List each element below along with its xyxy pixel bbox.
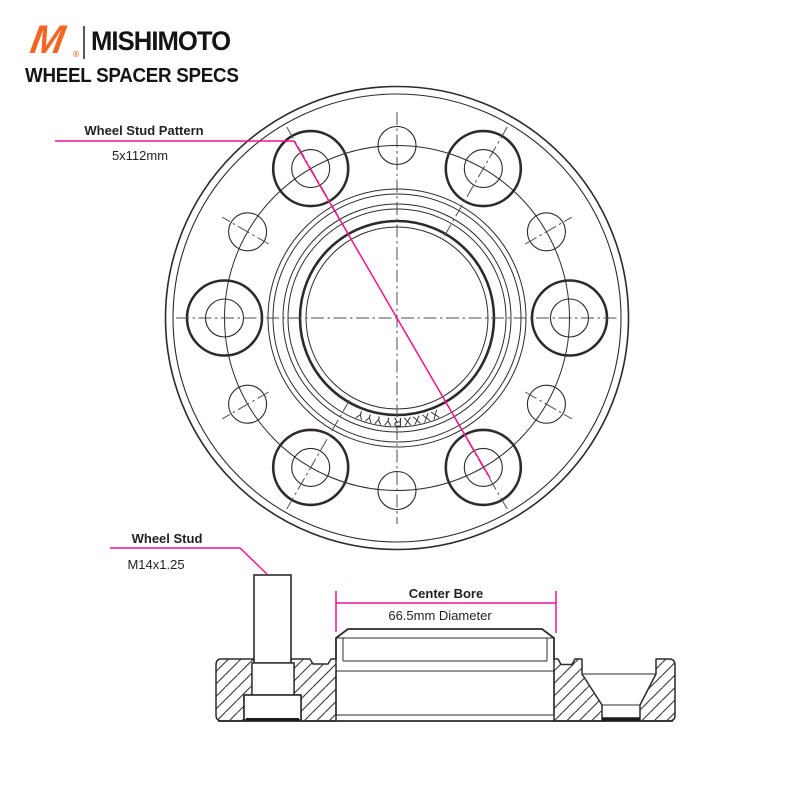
hub-lip xyxy=(336,629,554,715)
center-bore-label: Center Bore xyxy=(408,586,484,601)
registered-trademark: ® xyxy=(73,50,79,59)
wheel-stud-label: Wheel Stud xyxy=(131,531,203,546)
right-block xyxy=(640,659,675,721)
brand-name: MISHIMOTO xyxy=(91,26,231,56)
svg-text:XXXXRYYYY: XXXXRYYYY xyxy=(353,406,441,428)
stud-pattern-label: Wheel Stud Pattern xyxy=(84,123,204,138)
wheel-stud xyxy=(244,575,301,720)
right-mid-block xyxy=(554,659,602,721)
wheel-stud-callout xyxy=(110,531,267,574)
stud-pattern-value: 5x112mm xyxy=(111,148,169,163)
wheel-stud-value: M14x1.25 xyxy=(127,557,185,572)
center-bore-value: 66.5mm Diameter xyxy=(388,608,492,623)
page-title: WHEEL SPACER SPECS xyxy=(25,65,239,87)
mishimoto-m-logo-icon: M xyxy=(27,18,69,62)
mishimoto-header xyxy=(25,18,345,87)
center-bore-dimension xyxy=(336,586,556,633)
stud-pattern-callout xyxy=(55,123,490,478)
logo-divider xyxy=(83,26,85,59)
logo-row xyxy=(25,18,345,62)
